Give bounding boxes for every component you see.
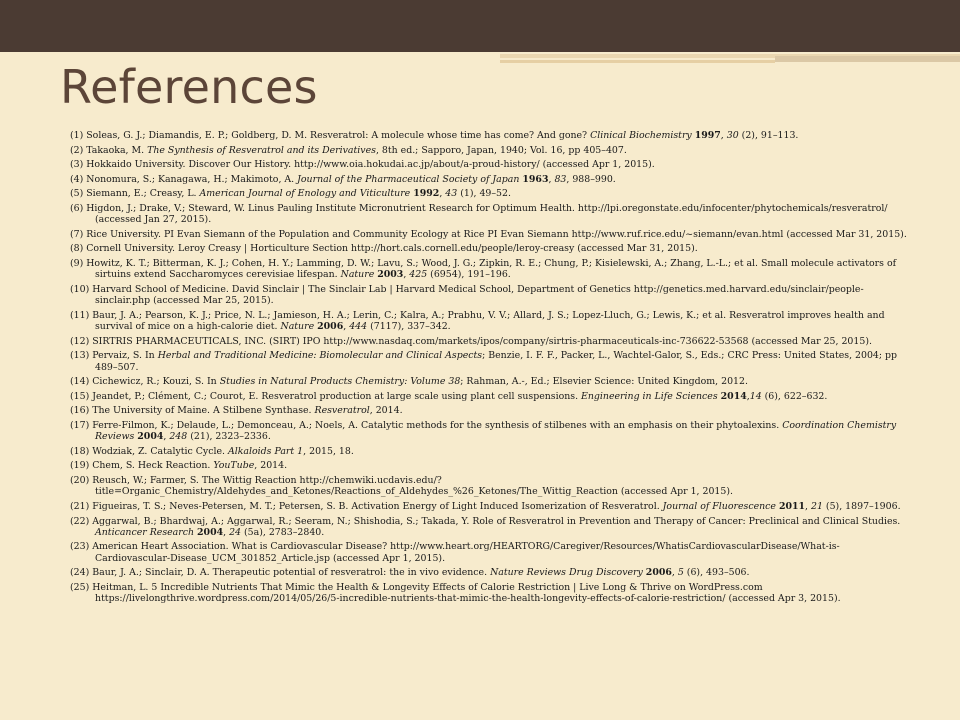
- reference-list: [70, 130, 910, 608]
- reference-text: (16) The University of Maine. A Stilbene Synthase.: [70, 405, 315, 417]
- reference-text: ,: [403, 269, 410, 281]
- reference-text: Studies in Natural Products Chemistry: Volume 38: [219, 376, 461, 388]
- accent-line: [500, 60, 775, 63]
- reference-text: ,: [163, 431, 170, 443]
- reference-text: (6) Higdon, J.; Drake, V.; Steward, W. Linus Pauling Institute Micronutrient Research for Optimum Health. http://lpi.oregonstate.edu/infocenter/phytochemicals/resveratrol/ (accessed Jan 27, 2015).: [70, 202, 888, 226]
- reference-text: (1), 49–52.: [457, 188, 511, 200]
- reference-text: (7) Rice University. PI Evan Siemann of the Population and Community Ecology at Rice PI Evan Siemann http://www.ruf.rice.edu/~siemann/evan.html (accessed Mar 31, 2015).: [70, 228, 907, 240]
- reference-item: [70, 258, 910, 281]
- reference-text: 2014: [720, 390, 747, 402]
- reference-text: (17) Ferre-Filmon, K.; Delaude, L.; Demonceau, A.; Noels, A. Catalytic methods for the synthesis of stilbenes with an emphasis on their phytoalexins.: [70, 419, 783, 431]
- reference-text: ; Benzie, I. F. F., Packer, L., Wachtel-Galor, S., Eds.; CRC Press: United States, 2004; pp 489–507.: [95, 350, 898, 373]
- reference-text: 14: [749, 390, 762, 402]
- reference-text: Nature: [280, 321, 315, 333]
- reference-item: [70, 567, 910, 578]
- reference-text: (2) Takaoka, M.: [70, 144, 148, 156]
- reference-text: ,: [548, 173, 555, 185]
- reference-item: [70, 203, 910, 226]
- reference-text: (5a), 2783–2840.: [241, 526, 325, 538]
- reference-item: [70, 145, 910, 156]
- reference-item: [70, 446, 910, 457]
- reference-text: (2), 91–113.: [738, 130, 799, 141]
- reference-text: Resveratrol: [314, 405, 370, 417]
- reference-text: (6954), 191–196.: [427, 269, 511, 281]
- reference-text: (22) Aggarwal, B.; Bhardwaj, A.; Aggarwal, R.; Seeram, N.; Shishodia, S.; Takada, Y. Role of Resveratrol in Prevention and Therapy of Cancer: Preclinical and Clinical Studies.: [70, 515, 901, 527]
- reference-text: Coordination Chemistry Reviews: [95, 419, 897, 443]
- reference-text: (3) Hokkaido University. Discover Our History. http://www.oia.hokudai.ac.jp/about/a-proud-history/ (accessed Apr 1, 2015).: [70, 159, 655, 171]
- reference-text: ,: [671, 567, 678, 579]
- reference-text: 1992: [413, 188, 440, 200]
- reference-text: Herbal and Traditional Medicine: Biomolecular and Clinical Aspects: [157, 350, 483, 362]
- reference-item: [70, 310, 910, 333]
- reference-text: , 2014.: [369, 405, 403, 417]
- reference-text: (4) Nonomura, S.; Kanagawa, H.; Makimoto, A.: [70, 173, 298, 185]
- reference-text: ,: [439, 188, 446, 200]
- reference-text: 43: [445, 188, 458, 200]
- reference-text: The Synthesis of Resveratrol and its Derivatives: [147, 144, 376, 156]
- header-bar: [0, 0, 960, 52]
- reference-text: , 988–990.: [566, 173, 616, 185]
- reference-item: [70, 350, 910, 373]
- reference-item: [70, 243, 910, 254]
- reference-item: [70, 188, 910, 199]
- reference-item: [70, 229, 910, 240]
- reference-item: [70, 460, 910, 471]
- accent-line: [775, 56, 960, 62]
- reference-item: [70, 391, 910, 402]
- reference-text: (25) Heitman, L. 5 Incredible Nutrients That Mimic the Health & Longevity Effects of Calorie Restriction | Live Long & Thrive on WordPress.com https://livelongthrive.wordpress.com/2014/05/26/5-incredible-nutrients-that-mimic-the-health-longevity-effects-of-calorie-restriction/ (accessed Apr 3, 2015).: [70, 581, 841, 605]
- reference-text: Journal of the Pharmaceutical Society of Japan: [297, 173, 520, 185]
- reference-text: Engineering in Life Sciences: [581, 390, 718, 402]
- reference-text: 2004: [137, 431, 164, 443]
- reference-item: [70, 475, 910, 498]
- reference-text: 425: [409, 269, 428, 281]
- reference-text: (11) Baur, J. A.; Pearson, K. J.; Price, N. L.; Jamieson, H. A.; Lerin, C.; Kalra, A.; Prabhu, V. V.; Allard, J. S.; Lopez-Lluch, G.; Lewis, K.; et al. Resveratrol improves health and survival of mice on a high-calorie diet.: [70, 309, 885, 333]
- reference-item: [70, 420, 910, 443]
- reference-text: , 2014.: [254, 460, 288, 472]
- reference-text: (5), 1897–1906.: [822, 500, 901, 512]
- reference-text: ; Rahman, A.-, Ed.; Elsevier Science: United Kingdom, 2012.: [460, 376, 748, 388]
- reference-text: Alkaloids Part 1: [227, 445, 304, 457]
- reference-text: American Journal of Enology and Viticulture: [199, 188, 411, 200]
- reference-text: Nature: [340, 269, 375, 281]
- reference-text: (20) Reusch, W.; Farmer, S. The Wittig Reaction http://chemwiki.ucdavis.edu/?title=Organic_Chemistry/Aldehydes_and_Ketones/Reactions_of_Aldehydes_%26_Ketones/The_Wittig_Reaction (accessed Apr 1, 2015).: [70, 475, 733, 498]
- reference-text: 2006: [645, 567, 672, 579]
- reference-text: (19) Chem, S. Heck Reaction.: [70, 460, 214, 472]
- reference-text: YouTube: [213, 460, 255, 472]
- reference-text: 83: [554, 173, 567, 185]
- reference-text: (24) Baur, J. A.; Sinclair, D. A. Therapeutic potential of resveratrol: the in vivo evidence.: [70, 567, 491, 579]
- reference-text: (6), 493–506.: [683, 567, 750, 579]
- reference-text: 2003: [377, 269, 404, 281]
- reference-text: ,: [746, 390, 750, 402]
- reference-text: 30: [726, 130, 739, 141]
- slide-title: References: [60, 60, 318, 114]
- reference-text: 1997: [694, 130, 721, 141]
- reference-text: 444: [349, 321, 368, 333]
- reference-text: 21: [811, 500, 823, 512]
- reference-text: ,: [805, 500, 812, 512]
- reference-text: (15) Jeandet, P.; Clément, C.; Courot, E. Resveratrol production at large scale using plant cell suspensions.: [70, 390, 582, 402]
- reference-item: [70, 336, 910, 347]
- reference-text: Anticancer Research: [95, 526, 195, 538]
- reference-text: 1963: [522, 173, 549, 185]
- reference-text: (8) Cornell University. Leroy Creasy | Horticulture Section http://hort.cals.cornell.edu/people/leroy-creasy (accessed Mar 31, 2015).: [70, 243, 698, 255]
- reference-item: [70, 376, 910, 387]
- reference-item: [70, 284, 910, 307]
- reference-item: [70, 405, 910, 416]
- reference-item: [70, 541, 910, 564]
- reference-text: (23) American Heart Association. What is Cardiovascular Disease? http://www.heart.org/HEARTORG/Caregiver/Resources/WhatisCardiovascularDisease/What-is-Cardiovascular-Disease_UCM_301852_Article.jsp (accessed Apr 1, 2015).: [70, 541, 840, 564]
- reference-text: Journal of Fluorescence: [662, 500, 776, 512]
- reference-text: , 2015, 18.: [303, 445, 354, 457]
- reference-text: (21) Figueiras, T. S.; Neves-Petersen, M. T.; Petersen, S. B. Activation Energy of Light Induced Isomerization of Resveratrol.: [70, 500, 663, 512]
- reference-text: (6), 622–632.: [761, 390, 828, 402]
- reference-text: (12) SIRTRIS PHARMACEUTICALS, INC. (SIRT) IPO http://www.nasdaq.com/markets/ipos/company/sirtris-pharmaceuticals-inc-736622-53568 (accessed Mar 25, 2015).: [70, 335, 872, 347]
- reference-text: (5) Siemann, E.; Creasy, L.: [70, 188, 200, 200]
- reference-text: Nature Reviews Drug Discovery: [490, 567, 643, 579]
- reference-item: [70, 582, 910, 605]
- reference-item: [70, 174, 910, 185]
- reference-text: 2006: [317, 321, 344, 333]
- reference-text: ,: [223, 526, 230, 538]
- reference-text: (14) Cichewicz, R.; Kouzi, S. In: [70, 376, 220, 388]
- reference-text: (1) Soleas, G. J.; Diamandis, E. P.; Goldberg, D. M. Resveratrol: A molecule whose time has come? And gone?: [70, 130, 591, 141]
- reference-text: (18) Wodziak, Z. Catalytic Cycle.: [70, 445, 228, 457]
- reference-text: (21), 2323–2336.: [187, 431, 271, 443]
- reference-item: [70, 501, 910, 512]
- reference-text: , 8th ed.; Sapporo, Japan, 1940; Vol. 16, pp 405–407.: [375, 144, 627, 156]
- reference-text: 2004: [197, 526, 224, 538]
- reference-text: ,: [343, 321, 350, 333]
- reference-text: 2011: [778, 500, 806, 512]
- reference-text: (13) Pervaiz, S. In: [70, 350, 158, 362]
- reference-text: 24: [229, 526, 242, 538]
- reference-text: (10) Harvard School of Medicine. David Sinclair | The Sinclair Lab | Harvard Medical School, Department of Genetics http://genetics.med.harvard.edu/sinclair/people-sinclair.php (accessed Mar 25, 2015).: [70, 283, 864, 307]
- reference-text: 248: [169, 431, 188, 443]
- reference-text: Clinical Biochemistry: [590, 130, 692, 141]
- reference-text: (7117), 337–342.: [367, 321, 451, 333]
- reference-item: [70, 516, 910, 539]
- reference-item: [70, 130, 910, 141]
- reference-text: ,: [720, 130, 727, 141]
- reference-item: [70, 159, 910, 170]
- reference-text: 5: [677, 567, 684, 579]
- reference-text: (9) Howitz, K. T.; Bitterman, K. J.; Cohen, H. Y.; Lamming, D. W.; Lavu, S.; Wood, J. G.; Zipkin, R. E.; Chung, P.; Kisielewski, A.; Zhang, L.-L.; et al. Small molecule activators of sirtuins extend Saccharomyces cerevisiae lifespan.: [70, 258, 897, 281]
